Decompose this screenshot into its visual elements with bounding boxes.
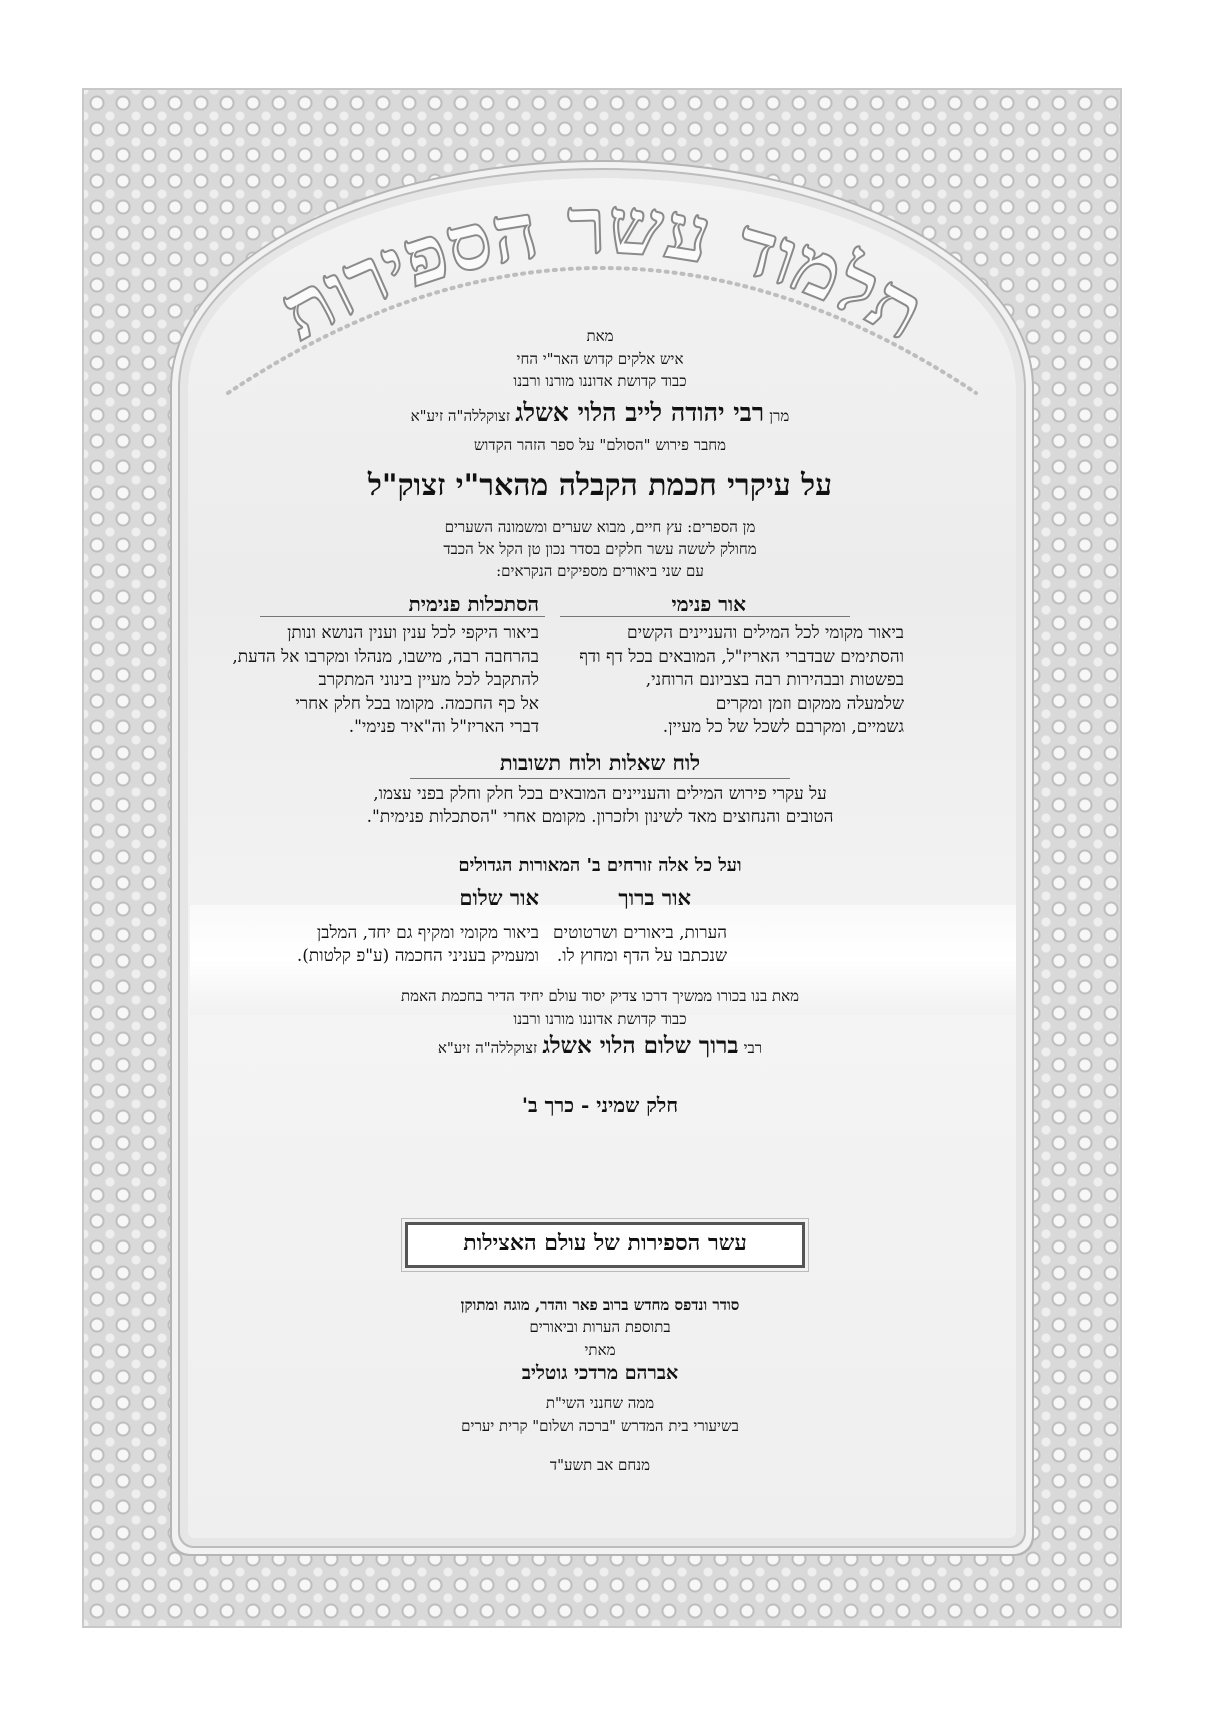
son-name-line xyxy=(300,1032,900,1059)
author-suffix: זצוקללה"ה זיע"א xyxy=(410,407,511,425)
qa-rule xyxy=(410,778,790,779)
histaklut-heading: הסתכלות פנימית xyxy=(408,592,539,616)
histaklut-line: ביאור היקפי לכל ענין וענין הנושא ונותן xyxy=(287,623,539,643)
intro-line-2: איש אלקים קדוש האר"י החי xyxy=(516,350,684,368)
or-shalom-line: ביאור מקומי ומקיף גם יחד, המלבן xyxy=(316,923,539,943)
histaklut-line: להתקבל לכל מעיין בינוני המתקרב xyxy=(318,670,539,690)
or-pnimi-text xyxy=(579,622,904,740)
histaklut-rule xyxy=(260,616,545,617)
qa-line-1: על עקרי פירוש המילים והעניינים המובאים בכל חלק וחלק בפני עצמו, xyxy=(373,784,827,804)
rabbi-prefix: רבי xyxy=(743,1039,763,1057)
or-pnimi-line: שלמעלה ממקום וזמן ומקרים xyxy=(715,693,904,714)
histaklut-line: דברי האריז"ל וה"איר פנימי". xyxy=(348,717,539,737)
publisher-name: אברהם מרדכי גוטליב xyxy=(521,1362,679,1384)
son-line-1: מאת בנו בכורו ממשיך דרכו צדיק יסוד עולם יחיד הדיר בחכמת האמת xyxy=(401,987,799,1005)
or-pnimi-heading: אור פנימי xyxy=(671,592,746,616)
sources-line-1: מן הספרים: עץ חיים, מבוא שערים ומשמונה השערים xyxy=(444,518,756,536)
sources-line-2: מחולק לששה עשר חלקים בסדר נכון טן הקל אל הכבד xyxy=(443,540,757,558)
or-baruch-line: הערות, ביאורים ושרטוטים xyxy=(553,923,727,943)
qa-line-2: הטובים והנחוצים מאד לשינון ולזכרון. מקומם אחרי "הסתכלות פנימית". xyxy=(366,807,834,827)
or-pnimi-line: גשמיים, ומקרבם לשכל של כל מעיין. xyxy=(662,717,904,737)
or-shalom-heading: אור שלום xyxy=(459,885,539,910)
or-pnimi-line: בפשטות ובבהירות רבה בצביונם הרוחני, xyxy=(645,670,904,690)
histaklut-line: אל כף החכמה. מקומו בכל חלק אחרי xyxy=(295,693,539,714)
publisher-line-1: סודר ונדפס מחדש ברוב פאר והדר, מוגה ומתוקן xyxy=(460,1296,740,1314)
publisher-line-2: בתוספת הערות וביאורים xyxy=(529,1318,671,1336)
author-name-line xyxy=(300,398,900,428)
author-name: רבי יהודה לייב הלוי אשלג xyxy=(515,398,765,427)
publisher-line-6: בשיעורי בית המדרש "ברכה ושלום" קרית יערים xyxy=(461,1417,739,1435)
subtitle: על עיקרי חכמת הקבלה מהאר"י זצוק"ל xyxy=(367,468,833,503)
intro-line-3: כבוד קדושת אדוננו מורנו ורבנו xyxy=(513,372,687,390)
or-pnimi-line: והסתימים שבדברי האריז"ל, המובאים בכל דף ודף xyxy=(579,646,904,667)
maran-prefix: מרן xyxy=(769,407,790,425)
son-name: ברוך שלום הלוי אשלג xyxy=(542,1032,739,1059)
histaklut-line: בהרחבה רבה, מישבו, מנהלו ומקרבו אל הדעת, xyxy=(232,646,539,667)
qa-heading: לוח שאלות ולוח תשובות xyxy=(499,750,701,775)
or-baruch-line: שנכתבו על הדף ומחוץ לו. xyxy=(556,946,727,966)
or-baruch-heading: אור ברוך xyxy=(618,885,691,910)
or-shalom-text xyxy=(297,922,539,968)
histaklut-text xyxy=(232,622,539,740)
publisher-line-5: ממה שחנני השי"ת xyxy=(545,1394,655,1412)
intro-line-1: מאת xyxy=(586,327,614,345)
publication-date: מנחם אב תשע"ד xyxy=(549,1456,651,1474)
son-suffix: זצוקללה"ה זיע"א xyxy=(437,1039,538,1057)
volume-title: עשר הספירות של עולם האצילות xyxy=(463,1230,747,1256)
luminaries-heading: ועל כל אלה זורחים ב' המאורות הגדולים xyxy=(458,855,742,876)
son-line-2: כבוד קדושת אדוננו מורנו ורבנו xyxy=(513,1010,687,1028)
intro-line-5: מחבר פירוש "הסולם" על ספר הזהר הקדוש xyxy=(473,436,727,454)
sources-line-3: עם שני ביאורים מספיקים הנקראים: xyxy=(496,562,704,580)
or-pnimi-line: ביאור מקומי לכל המילים והעניינים הקשים xyxy=(627,623,904,643)
or-baruch-text xyxy=(553,922,727,968)
main-title: תלמוד עשר הספירות xyxy=(265,180,939,359)
publisher-line-3: מאתי xyxy=(584,1341,616,1359)
volume-part: חלק שמיני - כרך ב' xyxy=(521,1093,679,1117)
or-pnimi-rule xyxy=(560,616,850,617)
or-shalom-line: ומעמיק בעניני החכמה (ע"פ קלטות). xyxy=(296,946,539,966)
